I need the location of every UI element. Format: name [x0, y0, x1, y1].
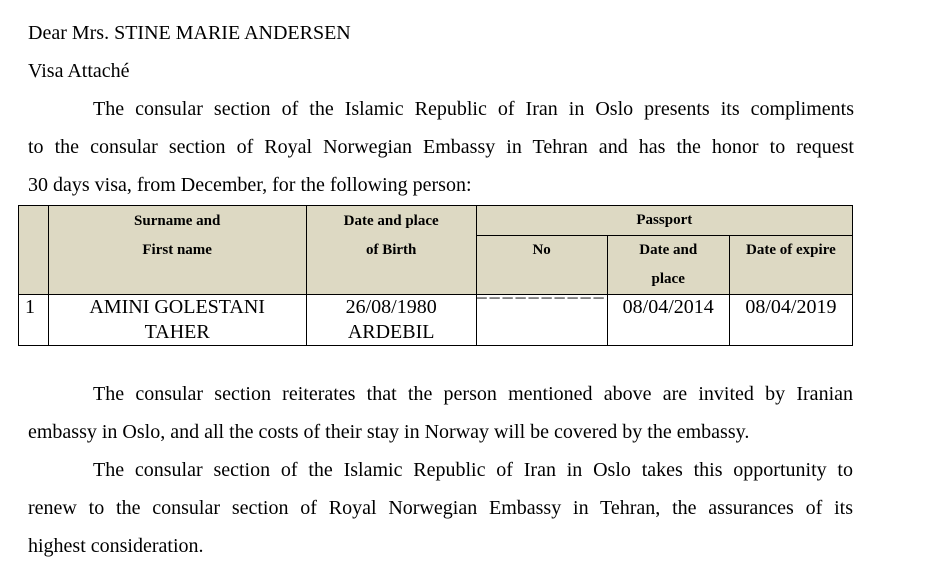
- table-row: [19, 295, 853, 346]
- paragraph-3-line-3: highest consideration.: [28, 535, 204, 557]
- redacted-passport-number: ¯¯¯¯¯¯¯¯¯¯: [476, 296, 607, 318]
- row-name-line-1: AMINI GOLESTANI: [89, 296, 265, 318]
- paragraph-2-line-2: embassy in Oslo, and all the costs of their stay in Norway will be covered by the embassy.: [28, 421, 750, 443]
- row-expire-date: 08/04/2019: [729, 295, 852, 346]
- letter-top: [28, 14, 854, 204]
- paragraph-2-line-1: The consular section reiterates that the person mentioned above are invited by Iranian: [93, 383, 853, 405]
- row-dob: [306, 295, 476, 346]
- header-name-line-2: First name: [142, 242, 212, 258]
- intro-line-3: 30 days visa, from December, for the following person:: [28, 174, 472, 196]
- row-name-line-2: TAHER: [144, 321, 210, 343]
- header-passport-no: No: [476, 236, 607, 295]
- header-name: [48, 206, 306, 295]
- letter-bottom: [28, 375, 853, 565]
- paragraph-3: [28, 451, 853, 565]
- salutation: Dear Mrs. STINE MARIE ANDERSEN: [28, 22, 351, 44]
- header-dob: [306, 206, 476, 295]
- persons-table: [18, 205, 853, 346]
- header-index: [19, 206, 49, 295]
- row-dob-line-2: ARDEBIL: [347, 321, 435, 343]
- header-dob-line-2: of Birth: [365, 242, 417, 258]
- row-index: 1: [19, 295, 49, 346]
- header-issue-line-2: place: [651, 271, 685, 287]
- header-expire: Date of expire: [729, 236, 852, 295]
- paragraph-2: [28, 375, 853, 451]
- paragraph-3-line-2: renew to the consular section of Royal Norwegian Embassy in Tehran, the assurances of its: [28, 497, 853, 519]
- row-passport-no: [476, 295, 607, 346]
- intro-line-1: The consular section of the Islamic Republic of Iran in Oslo presents its compliments: [93, 98, 854, 120]
- header-issue-line-1: Date and: [639, 242, 698, 258]
- intro-line-2: to the consular section of Royal Norwegian Embassy in Tehran and has the honor to request: [28, 136, 854, 158]
- paragraph-3-line-1: The consular section of the Islamic Republic of Iran in Oslo takes this opportunity to: [93, 459, 853, 481]
- table-header-row-1: [19, 206, 853, 236]
- row-name: [48, 295, 306, 346]
- row-dob-line-1: 26/08/1980: [345, 296, 437, 318]
- recipient-title: Visa Attaché: [28, 60, 130, 82]
- header-passport: Passport: [476, 206, 852, 236]
- intro-paragraph: [28, 90, 854, 204]
- header-name-line-1: Surname and: [134, 213, 221, 229]
- row-issue-date: 08/04/2014: [607, 295, 729, 346]
- header-dob-line-1: Date and place: [343, 213, 439, 229]
- header-issue: [607, 236, 729, 295]
